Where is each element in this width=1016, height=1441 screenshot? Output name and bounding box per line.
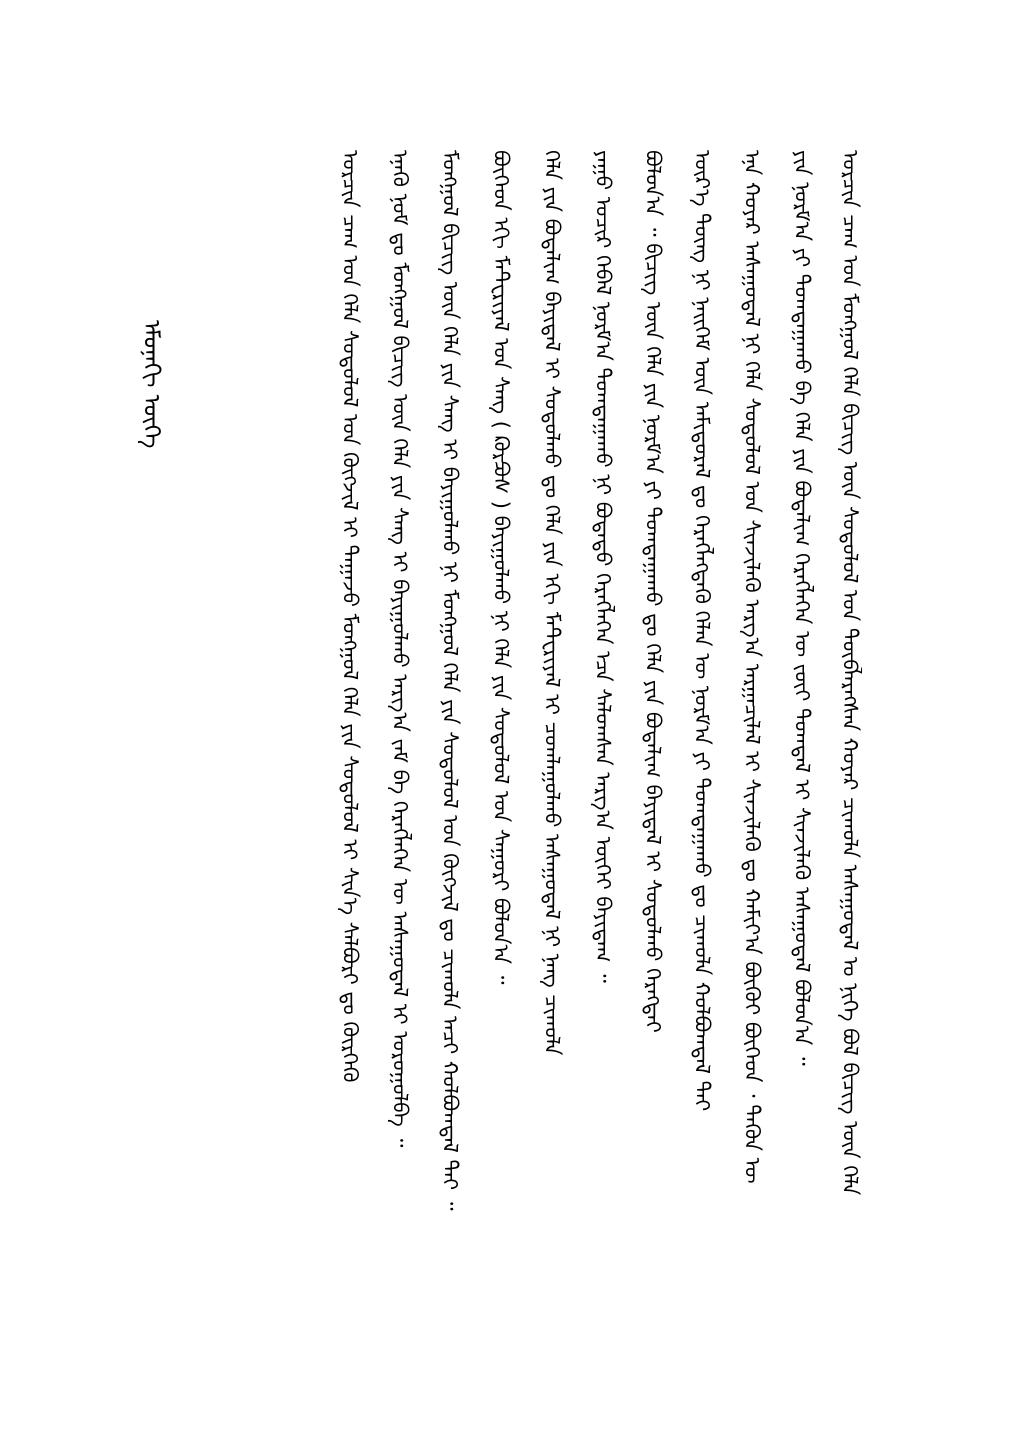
- text-line-2: ᠶᠢᠨ ᠨᠣᠷᠮ᠎ᠠ ᠶᠢ ᠲᠣᠭᠲᠠᠭᠠᠬᠤ ᠪᠠ ᠬᠡᠯᠡ ᠶᠢᠨ ᠪᠣᠳᠠᠯᠢᠭ ᠬᠡᠷᠡᠭᠯᠡᠭᠡᠨ ᠦ ᠵᠦᠢ ᠲᠣᠭᠲᠠᠯ ᠢ ᠰᠢᠨᠵᠢᠯᠡᠬᠦ ᠠᠰᠠᠭᠤᠳᠠᠯ ᠪᠣᠯᠤᠨ᠎ᠠ ᠃: [790, 150, 814, 1066]
- page-title: ᠡᠮᠦᠨᠡᠬᠢ ᠦᠭᠡ: [138, 320, 164, 449]
- text-line-8: ᠪᠥᠭᠡᠳ ᠡᠬᠢ ᠮᠠᠲ᠋ᠧᠷᠢᠶᠠᠯ ᠤᠨ ᠰᠠᠩ ( ᠺᠣᠷᠫᠤᠰ ) ᠪᠠᠶᠢᠭᠤᠯᠬᠤ ᠨᠢ ᠬᠡᠯᠡ ᠶᠢᠨ ᠰᠤᠳᠤᠯᠤᠯ ᠤᠨ ᠰᠠᠭᠤᠷᠢ ᠪᠣᠯᠤᠨ᠎ᠠ ᠃: [489, 150, 513, 985]
- text-line-7: ᠬᠡᠯᠡ ᠶᠢᠨ ᠪᠣᠳᠠᠯᠢᠭ ᠪᠠᠶᠢᠳᠠᠯ ᠢ ᠰᠤᠳᠤᠯᠬᠤ ᠳᠤ ᠬᠡᠯᠡ ᠶᠢᠨ ᠡᠬᠢ ᠮᠠᠲ᠋ᠧᠷᠢᠶᠠᠯ ᠢ ᠴᠤᠭᠯᠠᠭᠤᠯᠬᠤ ᠠᠰᠠᠭᠤᠳᠠᠯ ᠨᠢ ᠨᠡᠩ ᠴᠢᠬᠤᠯᠠ: [540, 150, 564, 1056]
- text-line-9: ᠮᠣᠩᠭᠣᠯ ᠪᠢᠴᠢᠭ ᠦᠨ ᠬᠡᠯᠡ ᠶᠢᠨ ᠰᠠᠩ ᠢ ᠪᠠᠶᠢᠭᠤᠯᠬᠤ ᠨᠢ ᠮᠣᠩᠭᠣᠯ ᠬᠡᠯᠡ ᠶᠢᠨ ᠰᠤᠳᠤᠯᠤᠯ ᠤᠨ ᠬᠥᠭᠵᠢᠯ ᠳᠤ ᠴᠢᠬᠤᠯᠠ ᠠᠴᠢ ᠬᠣᠯᠪᠣᠭᠳᠠᠯ ᠲᠠᠢ ᠃: [438, 150, 462, 1211]
- text-line-1: ᠣᠷᠴᠢᠨ ᠴᠠᠭ ᠤᠨ ᠮᠣᠩᠭᠣᠯ ᠬᠡᠯᠡ ᠪᠢᠴᠢᠭ ᠦᠨ ᠰᠤᠳᠤᠯᠤᠯ ᠤᠨ ᠲᠥᠪᠯᠡᠷᠡᠭᠰᠡᠨ ᠬᠣᠶᠠᠷ ᠴᠢᠬᠤᠯᠠ ᠠᠰᠠᠭᠤᠳᠠᠯ ᠤ ᠨᠢᠭᠡ ᠪᠣᠯ ᠪᠢᠴᠢᠭ ᠦᠨ ᠬᠡᠯᠡ: [838, 150, 862, 1196]
- text-line-6: ᠶᠠᠭᠤ ᠤᠴᠢᠷ ᠭᠡᠪᠡᠯ ᠨᠣᠷᠮ᠎ᠠ ᠲᠣᠭᠲᠠᠭᠠᠬᠤ ᠨᠢ ᠪᠣᠳᠠᠲᠤ ᠬᠡᠷᠡᠭᠯᠡᠭᠡᠨ ᠡᠴᠡ ᠰᠠᠯᠤᠭᠰᠠᠨ ᠠᠷᠭ᠎ᠠ ᠦᠭᠡᠢ ᠪᠠᠶᠢᠳᠠᠭ ᠃: [591, 150, 615, 983]
- text-line-3: ᠡᠨᠡ ᠬᠣᠶᠠᠷ ᠠᠰᠠᠭᠤᠳᠠᠯ ᠨᠢ ᠬᠡᠯᠡ ᠰᠤᠳᠤᠯᠤᠯ ᠤᠨ ᠰᠢᠨᠵᠢᠯᠡᠬᠦ ᠠᠷᠭ᠎ᠠ ᠠᠷᠭᠠᠴᠢᠯᠠᠯ ᠢ ᠰᠢᠨᠵᠢᠯᠡᠬᠦ ᠳᠤ ᠬᠠᠮᠢᠶ᠎ᠠ ᠪᠦᠬᠦᠢ ᠪᠥᠭᠡᠳ ᠂ ᠲᠡᠭᠦᠨ ᠦ: [740, 150, 764, 1184]
- text-line-11: ᠣᠷᠴᠢᠨ ᠴᠠᠭ ᠤᠨ ᠬᠡᠯᠡ ᠰᠤᠳᠤᠯᠤᠯ ᠤᠨ ᠬᠥᠭᠵᠢᠯ ᠢ ᠳᠠᠭᠠᠵᠤ ᠮᠣᠩᠭᠣᠯ ᠬᠡᠯᠡ ᠶᠢᠨ ᠰᠤᠳᠤᠯᠤᠯ ᠢ ᠰᠢᠨ᠎ᠡ ᠰᠠᠯᠪᠤᠷᠢ ᠳᠤ ᠬᠦᠷᠭᠡᠬᠦ: [338, 150, 362, 1083]
- text-line-10: ᠡᠨᠡᠬᠦ ᠨᠣᠮ ᠳᠤ ᠮᠣᠩᠭᠣᠯ ᠪᠢᠴᠢᠭ ᠦᠨ ᠬᠡᠯᠡ ᠶᠢᠨ ᠰᠠᠩ ᠢ ᠪᠠᠶᠢᠭᠤᠯᠬᠤ ᠠᠷᠭ᠎ᠠ ᠵᠠᠮ ᠪᠠ ᠬᠡᠷᠡᠭᠯᠡᠭᠡᠨ ᠦ ᠠᠰᠠᠭᠤᠳᠠᠯ ᠢ ᠣᠷᠤᠭᠤᠯᠪᠠ ᠃: [388, 150, 412, 1148]
- text-line-5: ᠪᠣᠯᠤᠨ᠎ᠠ ᠃ ᠪᠢᠴᠢᠭ ᠦᠨ ᠬᠡᠯᠡ ᠶᠢᠨ ᠨᠣᠷᠮ᠎ᠠ ᠶᠢ ᠲᠣᠭᠲᠠᠭᠠᠬᠤ ᠳᠤ ᠬᠡᠯᠡ ᠶᠢᠨ ᠪᠣᠳᠠᠯᠢᠭ ᠪᠠᠶᠢᠳᠠᠯ ᠢ ᠰᠤᠳᠤᠯᠬᠤ ᠬᠡᠷᠡᠭᠲᠡᠢ: [641, 150, 665, 1033]
- text-line-4: ᠦᠷ᠎ᠡ ᠳᠦᠩ ᠨᠢ ᠨᠡᠢᠭᠡᠮ ᠦᠨ ᠠᠮᠢᠳᠤᠷᠠᠯ ᠳᠤ ᠬᠡᠷᠡᠭᠯᠡᠭᠳᠡᠬᠦ ᠬᠡᠯᠡᠨ ᠦ ᠨᠣᠷᠮ᠎ᠠ ᠶᠢ ᠲᠣᠭᠲᠠᠭᠠᠬᠤ ᠳᠤ ᠴᠢᠬᠤᠯᠠ ᠬᠣᠯᠪᠣᠭᠳᠠᠯ ᠲᠠᠢ: [690, 150, 714, 1112]
